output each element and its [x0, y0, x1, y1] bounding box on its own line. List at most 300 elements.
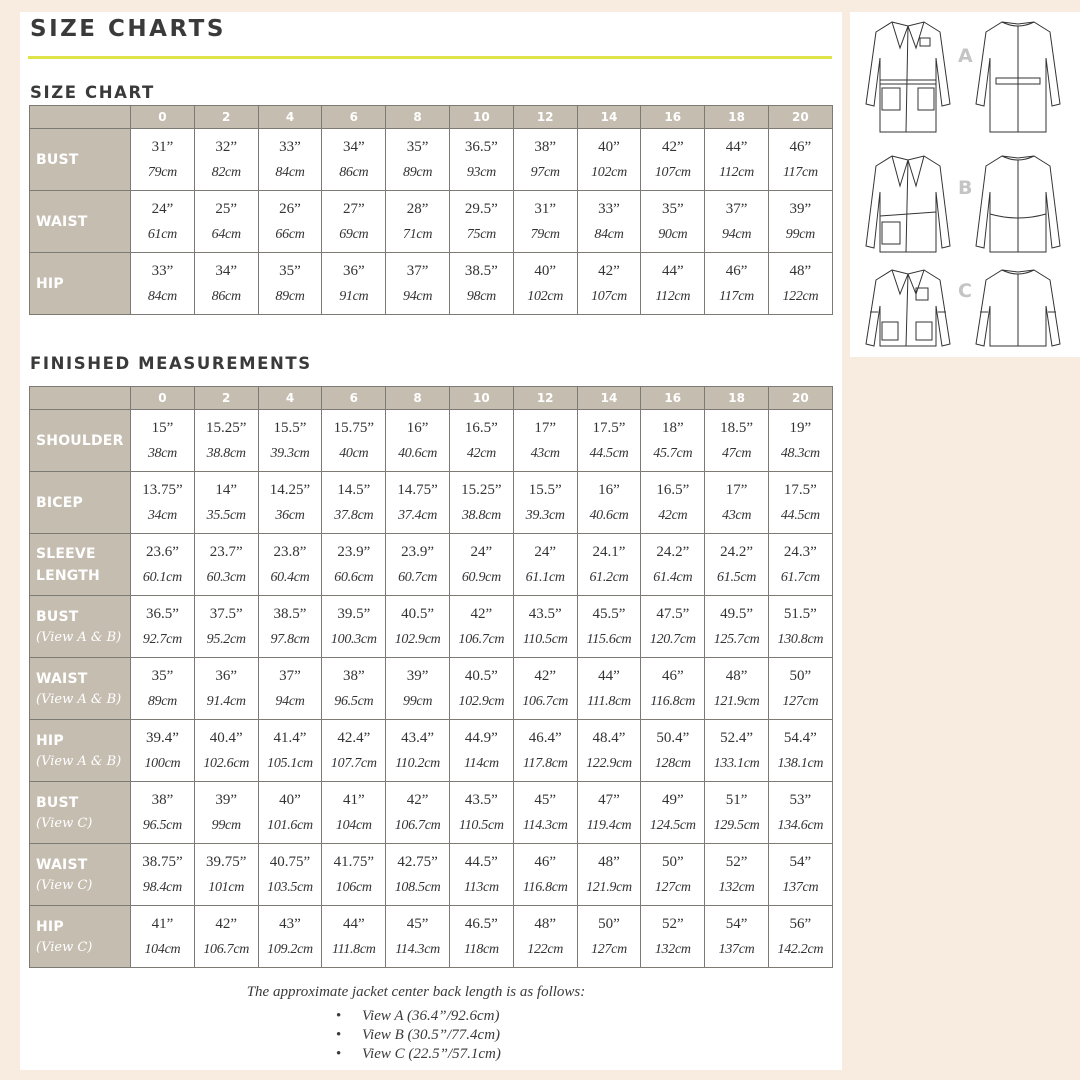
- inch-value: 17”: [534, 419, 557, 436]
- measurement-cell: [322, 191, 386, 253]
- inch-value: 41”: [342, 791, 365, 808]
- measurement-cell: [641, 596, 705, 658]
- measurement-cell: [705, 844, 769, 906]
- measurement-cell: [131, 844, 195, 906]
- measurement-cell: [386, 782, 450, 844]
- cm-value: 89cm: [275, 288, 305, 304]
- cm-value: 61.4cm: [653, 569, 693, 585]
- row-label-text: BUST: [36, 151, 79, 168]
- cm-value: 112cm: [655, 288, 691, 304]
- inch-value: 48”: [725, 667, 748, 684]
- measurement-cell: [258, 253, 322, 315]
- inch-value: 13.75”: [142, 481, 183, 498]
- measurement-cell: [131, 472, 195, 534]
- inch-value: 40.5”: [464, 667, 498, 684]
- inch-value: 46”: [534, 853, 557, 870]
- table-row: [30, 534, 833, 596]
- inch-value: 36.5”: [145, 605, 179, 622]
- row-label-text: WAIST: [36, 670, 88, 687]
- measurement-cell: [322, 658, 386, 720]
- cm-value: 48.3cm: [780, 445, 820, 461]
- cm-value: 137cm: [782, 879, 819, 895]
- table-row: [30, 129, 833, 191]
- cm-value: 61.2cm: [589, 569, 629, 585]
- inch-value: 14”: [215, 481, 238, 498]
- cm-value: 89cm: [147, 693, 177, 709]
- inch-value: 39.75”: [205, 853, 247, 870]
- measurement-cell: [386, 253, 450, 315]
- cm-value: 79cm: [530, 226, 560, 242]
- cm-value: 102cm: [591, 164, 627, 180]
- cm-value: 107cm: [591, 288, 627, 304]
- inch-value: 35”: [151, 667, 174, 684]
- note-list: [336, 1007, 842, 1064]
- measurement-cell: [322, 596, 386, 658]
- inch-value: 46.4”: [528, 729, 562, 746]
- cm-value: 39.3cm: [270, 445, 310, 461]
- cm-value: 134.6cm: [777, 817, 824, 833]
- inch-value: 17.5”: [592, 419, 626, 436]
- cm-value: 99cm: [785, 226, 815, 242]
- cm-value: 40.6cm: [589, 507, 629, 523]
- cm-value: 79cm: [147, 164, 177, 180]
- measurement-cell: [641, 191, 705, 253]
- size-header-20: 20: [768, 106, 832, 129]
- note-intro: The approximate jacket center back length is as follows:: [246, 984, 586, 1000]
- cm-value: 124.5cm: [649, 817, 696, 833]
- measurement-cell: [768, 596, 832, 658]
- measurement-cell: [513, 782, 577, 844]
- cm-value: 96.5cm: [142, 817, 182, 833]
- inch-value: 29.5”: [464, 200, 498, 217]
- inch-value: 36.5”: [464, 138, 498, 155]
- row-label-hip: [30, 253, 131, 315]
- cm-value: 133.1cm: [713, 755, 760, 771]
- inch-value: 39.4”: [145, 729, 179, 746]
- measurement-cell: [258, 720, 322, 782]
- table-row: [30, 410, 833, 472]
- measurement-cell: [386, 472, 450, 534]
- cm-value: 110.5cm: [522, 631, 568, 647]
- measurement-cell: [449, 720, 513, 782]
- row-label-bicep: [30, 472, 131, 534]
- measurement-cell: [131, 410, 195, 472]
- cm-value: 34cm: [147, 507, 177, 523]
- note-item-view-a: [336, 1007, 842, 1026]
- inch-value: 47”: [598, 791, 620, 808]
- inch-value: 32”: [215, 138, 238, 155]
- cm-value: 101.6cm: [267, 817, 313, 833]
- measurement-cell: [131, 720, 195, 782]
- inch-value: 18”: [661, 419, 684, 436]
- inch-value: 15.25”: [461, 481, 502, 498]
- size-header-8: 8: [386, 106, 450, 129]
- view-letter-a: A: [958, 45, 973, 67]
- inch-value: 23.9”: [401, 543, 435, 560]
- cm-value: 61.1cm: [525, 569, 565, 585]
- cm-value: 116.8cm: [650, 693, 696, 709]
- inch-value: 41”: [151, 915, 174, 932]
- cm-value: 132cm: [718, 879, 755, 895]
- cm-value: 106.7cm: [394, 817, 441, 833]
- row-label-subtitle: (View C): [36, 877, 93, 893]
- inch-value: 52.4”: [720, 729, 754, 746]
- measurement-cell: [513, 844, 577, 906]
- inch-value: 25”: [215, 200, 238, 217]
- measurement-cell: [577, 658, 641, 720]
- finished-measurements-title: FINISHED MEASUREMENTS: [30, 354, 312, 373]
- size-header-2: 2: [194, 387, 258, 410]
- measurement-cell: [258, 472, 322, 534]
- cm-value: 125.7cm: [713, 631, 760, 647]
- measurement-cell: [194, 410, 258, 472]
- row-label-subtitle: (View A & B): [36, 629, 122, 645]
- cm-value: 118cm: [463, 941, 499, 957]
- bullet-glyph: •: [336, 1046, 342, 1062]
- measurement-cell: [705, 596, 769, 658]
- note-item-text: View A (36.4”/92.6cm): [362, 1008, 500, 1024]
- measurement-cell: [768, 253, 832, 315]
- row-label-subtitle: (View A & B): [36, 691, 122, 707]
- cm-value: 86cm: [339, 164, 369, 180]
- cm-value: 122cm: [782, 288, 819, 304]
- measurement-cell: [322, 906, 386, 968]
- note-item-view-c: [336, 1045, 842, 1064]
- inch-value: 35”: [279, 262, 301, 279]
- cm-value: 110.2cm: [395, 755, 440, 771]
- cm-value: 106cm: [335, 879, 372, 895]
- table-row: [30, 472, 833, 534]
- inch-value: 54”: [725, 915, 748, 932]
- measurement-cell: [768, 191, 832, 253]
- inch-value: 42.75”: [397, 853, 438, 870]
- inch-value: 51.5”: [783, 605, 817, 622]
- inch-value: 38”: [342, 667, 365, 684]
- cm-value: 121.9cm: [713, 693, 760, 709]
- cm-value: 102.9cm: [394, 631, 441, 647]
- measurement-cell: [131, 534, 195, 596]
- cm-value: 113cm: [463, 879, 499, 895]
- inch-value: 54.4”: [783, 729, 817, 746]
- measurement-cell: [131, 906, 195, 968]
- inch-value: 23.6”: [145, 543, 179, 560]
- inch-value: 23.8”: [273, 543, 307, 560]
- size-header-10: 10: [449, 106, 513, 129]
- center-back-length-note: [20, 984, 842, 1064]
- row-label-text: BICEP: [36, 494, 83, 511]
- cm-value: 91.4cm: [206, 693, 246, 709]
- size-header-8: 8: [386, 387, 450, 410]
- bullet-glyph: •: [336, 1027, 342, 1043]
- measurement-cell: [768, 472, 832, 534]
- cm-value: 114.3cm: [395, 941, 440, 957]
- inch-value: 48”: [598, 853, 620, 870]
- measurement-cell: [449, 472, 513, 534]
- inch-value: 14.5”: [337, 481, 371, 498]
- inch-value: 19”: [789, 419, 812, 436]
- inch-value: 43.5”: [528, 605, 562, 622]
- inch-value: 45.5”: [592, 605, 626, 622]
- header-corner: [30, 387, 131, 410]
- measurement-cell: [386, 844, 450, 906]
- cm-value: 84cm: [147, 288, 177, 304]
- cm-value: 90cm: [658, 226, 688, 242]
- measurement-cell: [449, 782, 513, 844]
- table-row: [30, 596, 833, 658]
- cm-value: 40cm: [339, 445, 369, 461]
- size-header-4: 4: [258, 106, 322, 129]
- cm-value: 64cm: [211, 226, 241, 242]
- size-header-18: 18: [705, 106, 769, 129]
- cm-value: 75cm: [466, 226, 496, 242]
- inch-value: 48”: [789, 262, 812, 279]
- inch-value: 40”: [534, 262, 557, 279]
- long-coat-back-icon: [972, 18, 1064, 136]
- measurement-cell: [641, 720, 705, 782]
- garment-illustrations: [850, 12, 1080, 357]
- measurement-cell: [258, 906, 322, 968]
- measurement-cell: [386, 658, 450, 720]
- row-label-text-2: LENGTH: [36, 567, 100, 584]
- table-row: [30, 253, 833, 315]
- cm-value: 122cm: [527, 941, 564, 957]
- inch-value: 44.9”: [464, 729, 498, 746]
- inch-value: 14.25”: [269, 481, 311, 498]
- inch-value: 54”: [789, 853, 812, 870]
- inch-value: 37.5”: [209, 605, 243, 622]
- cm-value: 60.4cm: [270, 569, 310, 585]
- row-label-text: BUST: [36, 608, 79, 625]
- measurement-cell: [194, 782, 258, 844]
- short-jacket-front-icon: [862, 266, 954, 350]
- cm-value: 82cm: [211, 164, 241, 180]
- inch-value: 48”: [534, 915, 557, 932]
- cm-value: 95.2cm: [206, 631, 246, 647]
- measurement-cell: [449, 534, 513, 596]
- inch-value: 16.5”: [656, 481, 690, 498]
- size-header-row: [30, 106, 833, 129]
- inch-value: 23.7”: [209, 543, 243, 560]
- inch-value: 15.25”: [205, 419, 247, 436]
- inch-value: 16.5”: [464, 419, 498, 436]
- inch-value: 15.75”: [333, 419, 374, 436]
- measurement-cell: [449, 253, 513, 315]
- size-header-0: 0: [131, 387, 195, 410]
- measurement-cell: [577, 906, 641, 968]
- cm-value: 43cm: [722, 507, 752, 523]
- table-row: [30, 906, 833, 968]
- inch-value: 17.5”: [783, 481, 817, 498]
- cm-value: 120.7cm: [649, 631, 696, 647]
- inch-value: 16”: [598, 481, 620, 498]
- inch-value: 44.5”: [464, 853, 498, 870]
- cm-value: 114cm: [463, 755, 499, 771]
- measurement-cell: [386, 596, 450, 658]
- measurement-cell: [449, 658, 513, 720]
- measurement-cell: [131, 658, 195, 720]
- inch-value: 50”: [661, 853, 684, 870]
- inch-value: 56”: [789, 915, 812, 932]
- cm-value: 106.7cm: [203, 941, 250, 957]
- measurement-cell: [194, 191, 258, 253]
- cm-value: 61.5cm: [717, 569, 757, 585]
- measurement-cell: [768, 534, 832, 596]
- measurement-cell: [449, 129, 513, 191]
- size-header-14: 14: [577, 106, 641, 129]
- cm-value: 101cm: [208, 879, 245, 895]
- measurement-cell: [705, 906, 769, 968]
- cm-value: 36cm: [275, 507, 305, 523]
- measurement-cell: [258, 844, 322, 906]
- inch-value: 51”: [725, 791, 748, 808]
- inch-value: 24.2”: [656, 543, 690, 560]
- inch-value: 39”: [789, 200, 812, 217]
- measurement-cell: [131, 191, 195, 253]
- row-label-text: BUST: [36, 794, 79, 811]
- cm-value: 42cm: [658, 507, 688, 523]
- row-label-bust-view-c: [30, 782, 131, 844]
- table-row: [30, 720, 833, 782]
- measurement-cell: [705, 782, 769, 844]
- inch-value: 39”: [215, 791, 238, 808]
- row-label-bust: [30, 129, 131, 191]
- measurement-cell: [577, 191, 641, 253]
- measurement-cell: [386, 906, 450, 968]
- inch-value: 16”: [406, 419, 429, 436]
- cm-value: 99cm: [403, 693, 433, 709]
- cm-value: 38cm: [147, 445, 177, 461]
- measurement-cell: [322, 472, 386, 534]
- inch-value: 42”: [598, 262, 620, 279]
- size-header-4: 4: [258, 387, 322, 410]
- inch-value: 17”: [725, 481, 748, 498]
- cm-value: 107.7cm: [330, 755, 377, 771]
- measurement-cell: [768, 844, 832, 906]
- measurement-cell: [768, 410, 832, 472]
- size-header-18: 18: [705, 387, 769, 410]
- cm-value: 127cm: [654, 879, 691, 895]
- cm-value: 100cm: [144, 755, 181, 771]
- measurement-cell: [577, 782, 641, 844]
- cm-value: 66cm: [275, 226, 305, 242]
- short-jacket-back-icon: [972, 266, 1064, 350]
- measurement-cell: [577, 253, 641, 315]
- cm-value: 137cm: [718, 941, 755, 957]
- row-label-text: WAIST: [36, 213, 88, 230]
- size-header-16: 16: [641, 387, 705, 410]
- measurement-cell: [513, 534, 577, 596]
- cm-value: 44.5cm: [780, 507, 820, 523]
- inch-value: 46”: [661, 667, 684, 684]
- size-header-0: 0: [131, 106, 195, 129]
- measurement-cell: [449, 844, 513, 906]
- inch-value: 43”: [279, 915, 301, 932]
- cm-value: 38.8cm: [461, 507, 501, 523]
- finished-measurements-table: [29, 386, 833, 968]
- measurement-cell: [194, 472, 258, 534]
- note-item-text: View B (30.5”/77.4cm): [362, 1027, 501, 1043]
- inch-value: 24.3”: [783, 543, 817, 560]
- measurement-cell: [768, 720, 832, 782]
- measurement-cell: [258, 596, 322, 658]
- cm-value: 104cm: [144, 941, 181, 957]
- inch-value: 24”: [470, 543, 493, 560]
- row-label-text: HIP: [36, 275, 64, 292]
- cm-value: 42cm: [466, 445, 496, 461]
- size-header-20: 20: [768, 387, 832, 410]
- cm-value: 132cm: [654, 941, 691, 957]
- cm-value: 60.3cm: [206, 569, 246, 585]
- cm-value: 60.1cm: [142, 569, 182, 585]
- page-title: SIZE CHARTS: [30, 16, 226, 42]
- measurement-cell: [322, 782, 386, 844]
- inch-value: 31”: [534, 200, 557, 217]
- cm-value: 104cm: [335, 817, 372, 833]
- measurement-cell: [194, 906, 258, 968]
- measurement-cell: [194, 596, 258, 658]
- row-label-subtitle: (View C): [36, 939, 93, 955]
- inch-value: 39”: [406, 667, 429, 684]
- inch-value: 41.4”: [273, 729, 307, 746]
- cm-value: 94cm: [722, 226, 752, 242]
- measurement-cell: [705, 253, 769, 315]
- measurement-cell: [194, 844, 258, 906]
- row-label-waist-view-a-b: [30, 658, 131, 720]
- measurement-cell: [194, 129, 258, 191]
- row-label-text: SHOULDER: [36, 432, 124, 449]
- cm-value: 114.3cm: [522, 817, 568, 833]
- measurement-cell: [258, 534, 322, 596]
- inch-value: 52”: [725, 853, 748, 870]
- cm-value: 117cm: [782, 164, 818, 180]
- cm-value: 40.6cm: [398, 445, 438, 461]
- inch-value: 40.75”: [269, 853, 311, 870]
- inch-value: 14.75”: [397, 481, 438, 498]
- measurement-cell: [577, 129, 641, 191]
- note-item-view-b: [336, 1026, 842, 1045]
- measurement-cell: [322, 129, 386, 191]
- row-label-waist-view-c: [30, 844, 131, 906]
- cm-value: 60.6cm: [334, 569, 374, 585]
- inch-value: 37”: [406, 262, 429, 279]
- measurement-cell: [386, 129, 450, 191]
- measurement-cell: [513, 720, 577, 782]
- inch-value: 38”: [534, 138, 557, 155]
- row-label-text: HIP: [36, 918, 64, 935]
- view-letter-c: C: [958, 280, 972, 302]
- cm-value: 100.3cm: [330, 631, 377, 647]
- mid-jacket-front-icon: [862, 152, 954, 256]
- cm-value: 47cm: [722, 445, 752, 461]
- measurement-cell: [386, 720, 450, 782]
- inch-value: 53”: [789, 791, 812, 808]
- measurement-cell: [258, 782, 322, 844]
- inch-value: 15”: [151, 419, 174, 436]
- inch-value: 45”: [534, 791, 557, 808]
- inch-value: 26”: [279, 200, 301, 217]
- cm-value: 128cm: [654, 755, 691, 771]
- cm-value: 127cm: [591, 941, 627, 957]
- measurement-cell: [577, 596, 641, 658]
- measurement-cell: [449, 906, 513, 968]
- inch-value: 50.4”: [656, 729, 690, 746]
- measurement-cell: [322, 410, 386, 472]
- cm-value: 122.9cm: [586, 755, 632, 771]
- inch-value: 43.4”: [401, 729, 435, 746]
- size-chart-sheet: [20, 12, 842, 1070]
- cm-value: 37.4cm: [398, 507, 438, 523]
- inch-value: 37”: [279, 667, 301, 684]
